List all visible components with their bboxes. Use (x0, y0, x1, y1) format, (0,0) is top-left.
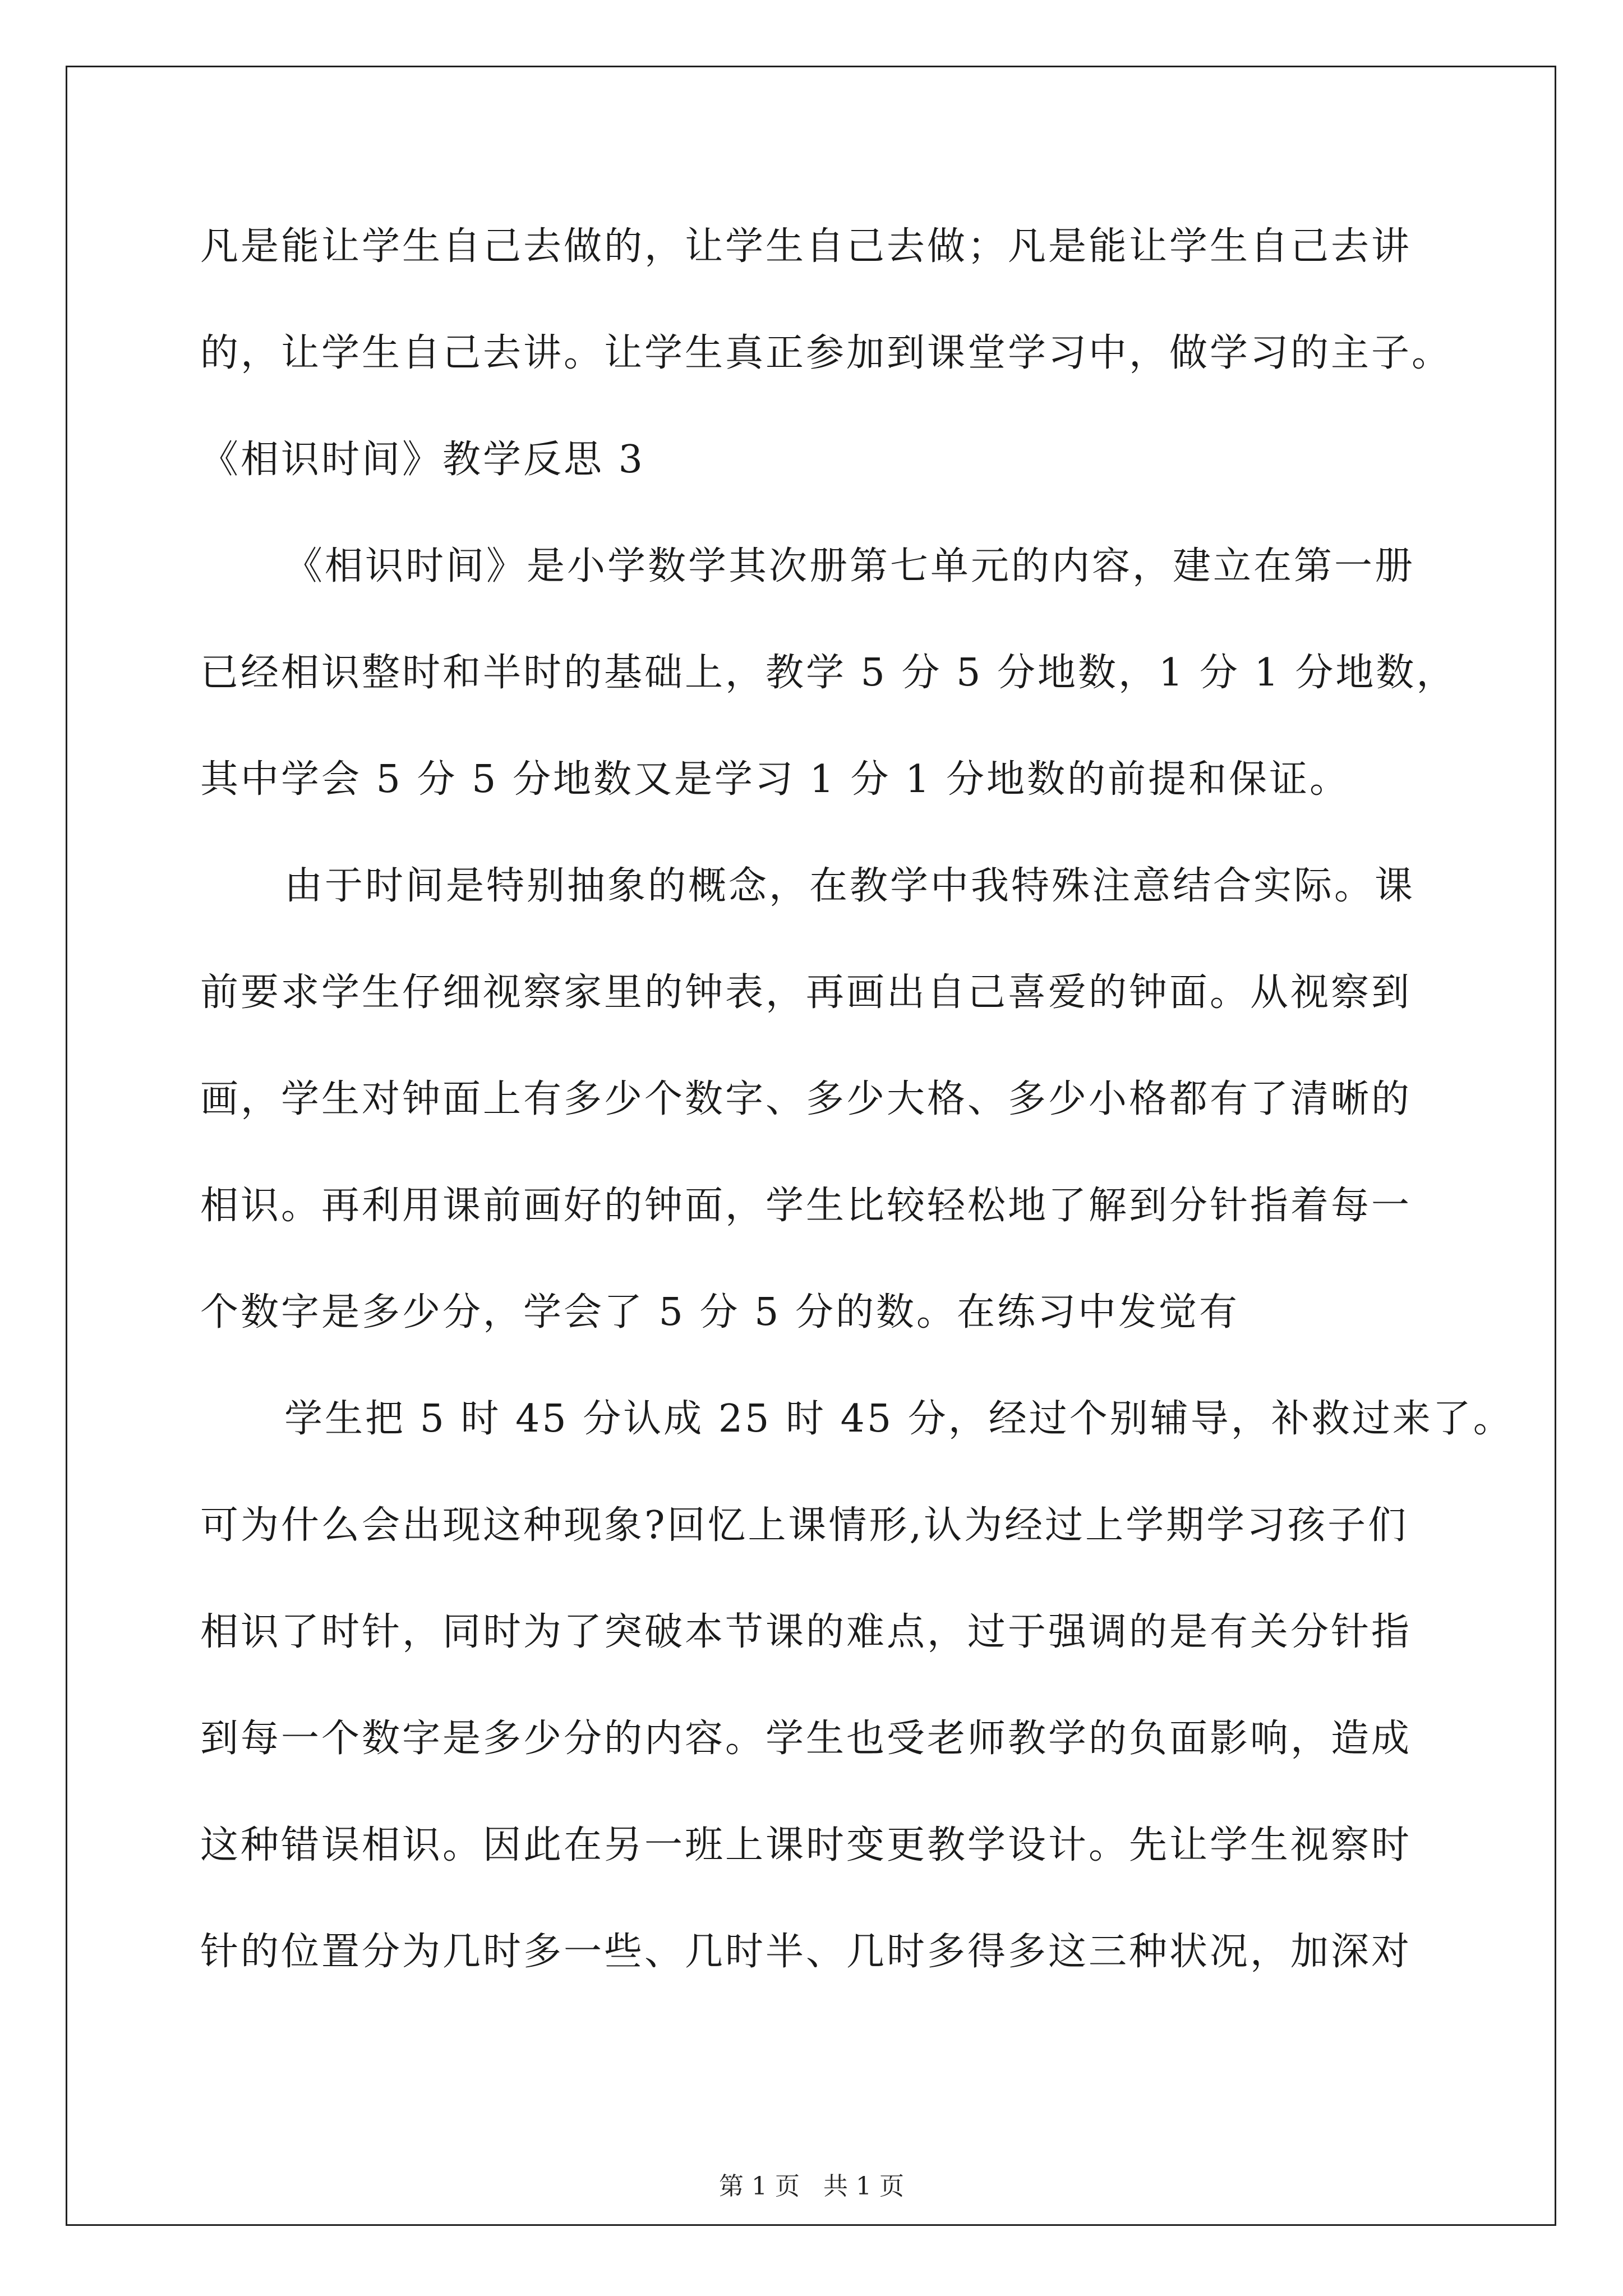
paragraph-start-line: 《相识时间》是小学数学其次册第七单元的内容，建立在第一册 (284, 544, 1415, 588)
text-line: 前要求学生仔细视察家里的钟表，再画出自己喜爱的钟面。从视察到 (200, 970, 1412, 1015)
text-line: 相识。再利用课前画好的钟面，学生比较轻松地了解到分针指着每一 (200, 1184, 1412, 1228)
page-footer (0, 2170, 1623, 2203)
text-line: 可为什么会出现这种现象?回忆上课情形,认为经过上学期学习孩子们 (200, 1503, 1409, 1548)
page-number: 第 1 页 (719, 2172, 800, 2201)
text-line: 这种错误相识。因此在另一班上课时变更教学设计。先让学生视察时 (200, 1823, 1412, 1867)
text-line: 其中学会 5 分 5 分地数又是学习 1 分 1 分地数的前提和保证。 (200, 757, 1350, 802)
text-line: 到每一个数字是多少分的内容。学生也受老师教学的负面影响，造成 (200, 1717, 1412, 1761)
paragraph-start-line: 学生把 5 时 45 分认成 25 时 45 分，经过个别辅导，补救过来了。 (284, 1397, 1514, 1441)
text-line: 相识了时针，同时为了突破本节课的难点，过于强调的是有关分针指 (200, 1610, 1412, 1654)
text-line: 个数字是多少分，学会了 5 分 5 分的数。在练习中发觉有 (200, 1290, 1239, 1335)
paragraph-start-line: 由于时间是特别抽象的概念，在教学中我特殊注意结合实际。课 (284, 864, 1415, 908)
page-total: 共 1 页 (823, 2172, 904, 2201)
document-body (200, 213, 1514, 2025)
text-line: 已经相识整时和半时的基础上，教学 5 分 5 分地数，1 分 1 分地数， (200, 651, 1457, 695)
text-line: 凡是能让学生自己去做的，让学生自己去做；凡是能让学生自己去讲 (200, 224, 1412, 269)
section-heading: 《相识时间》教学反思 3 (200, 438, 645, 482)
text-line: 的，让学生自己去讲。让学生真正参加到课堂学习中，做学习的主子。 (200, 331, 1453, 375)
text-line: 针的位置分为几时多一些、几时半、几时多得多这三种状况，加深对 (200, 1930, 1412, 1974)
text-line: 画，学生对钟面上有多少个数字、多少大格、多少小格都有了清晰的 (200, 1077, 1412, 1121)
